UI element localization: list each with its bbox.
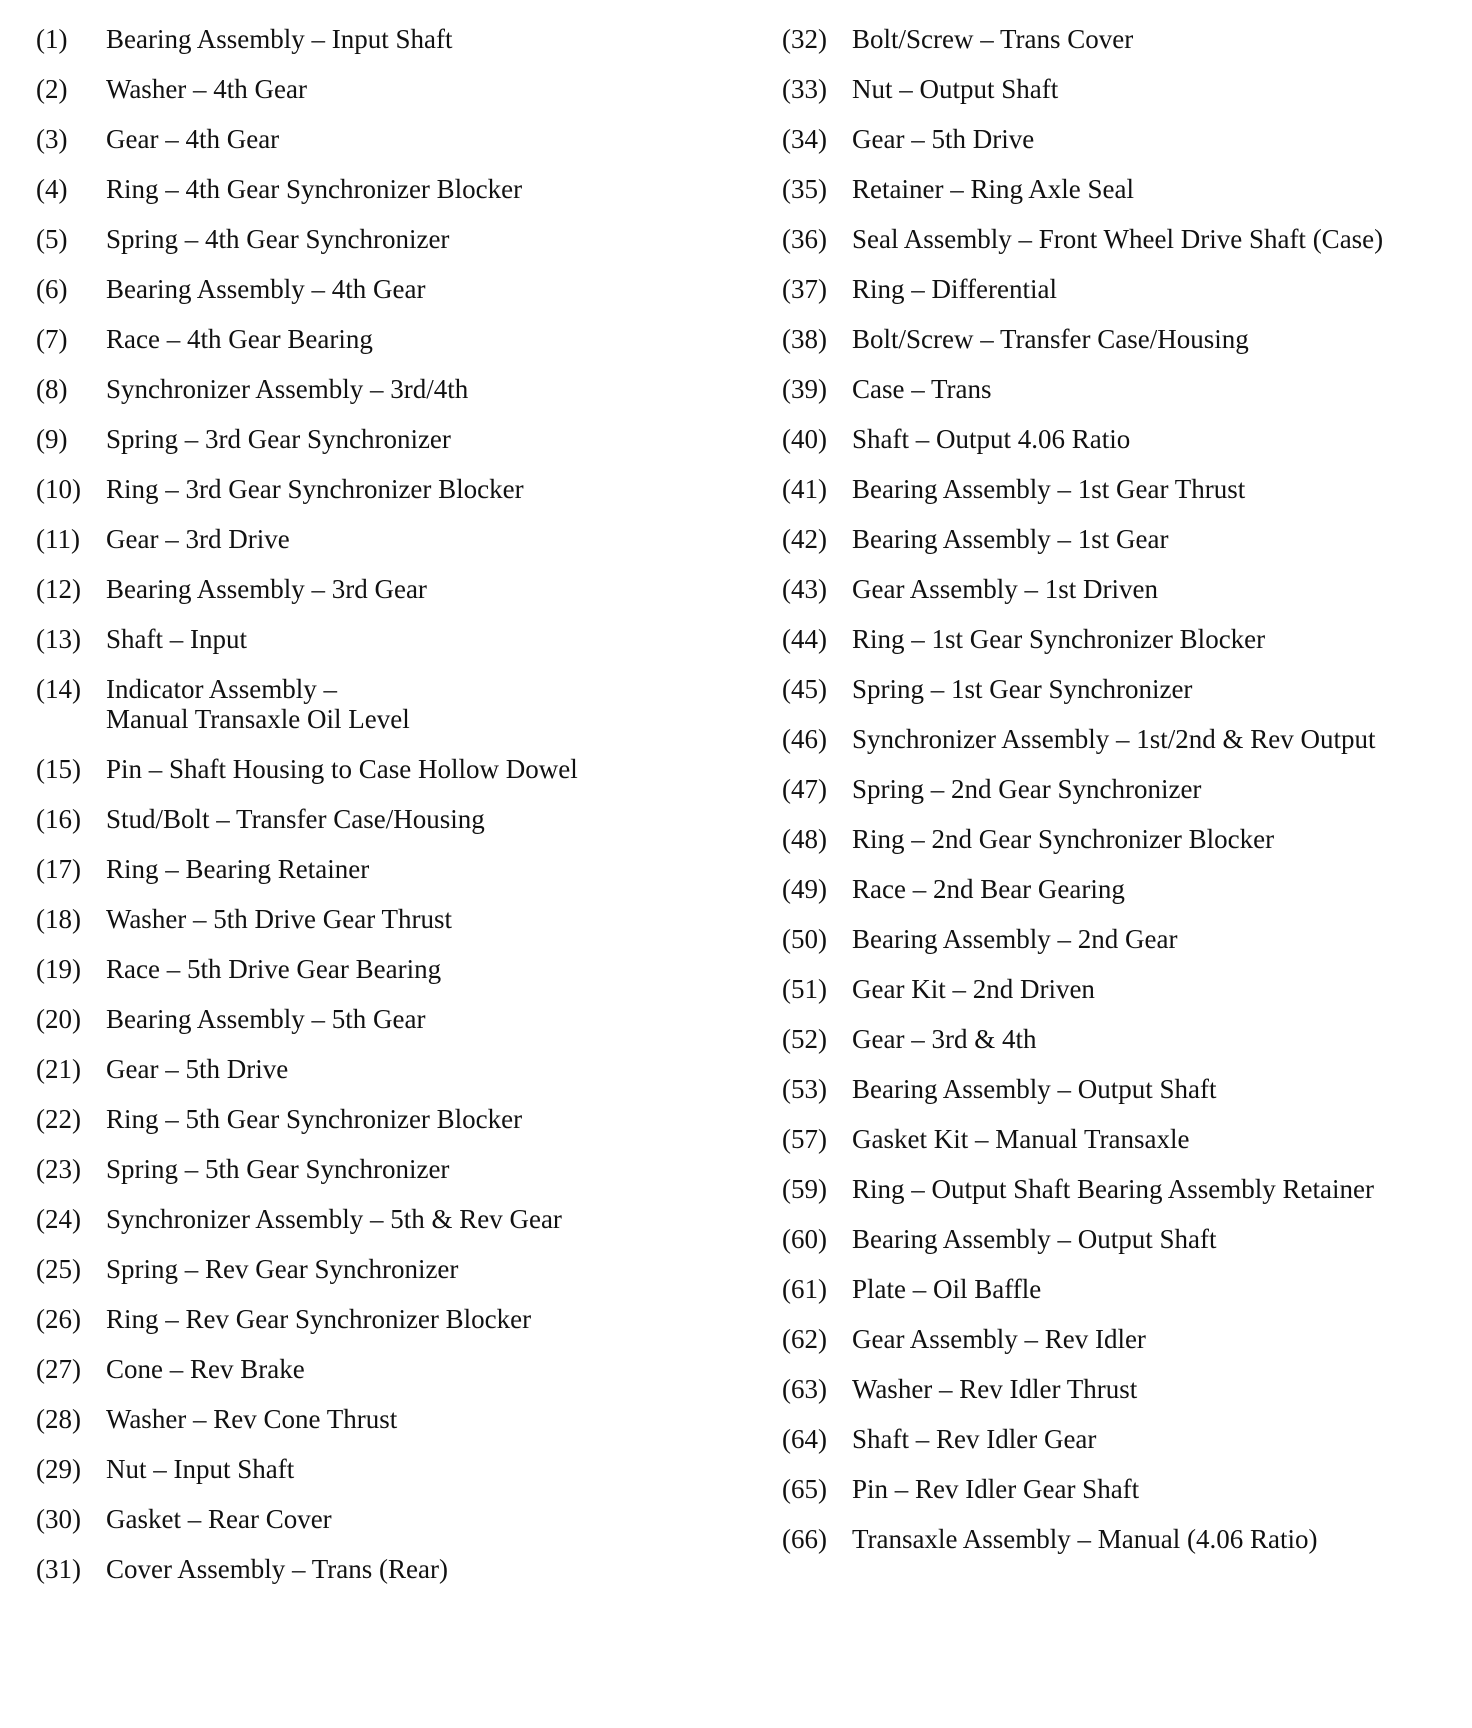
item-description-line: Spring – 3rd Gear Synchronizer — [106, 424, 451, 454]
item-description-line: Spring – Rev Gear Synchronizer — [106, 1254, 459, 1284]
item-description — [106, 1104, 522, 1134]
item-number: (12) — [36, 574, 81, 604]
item-description-line: Washer – Rev Idler Thrust — [852, 1374, 1138, 1404]
item-number: (45) — [782, 674, 827, 704]
item-description-line-2: Manual Transaxle Oil Level — [106, 704, 410, 734]
item-description-line: Shaft – Output 4.06 Ratio — [852, 424, 1131, 454]
parts-list-item — [36, 124, 736, 154]
item-description-line: Ring – 5th Gear Synchronizer Blocker — [106, 1104, 523, 1134]
item-description — [106, 1054, 288, 1084]
item-description — [852, 874, 1125, 904]
parts-list-item — [36, 1104, 736, 1134]
parts-list-item — [36, 954, 736, 984]
parts-list-item — [36, 754, 736, 784]
parts-list-item — [782, 124, 1462, 154]
item-description-line: Pin – Shaft Housing to Case Hollow Dowel — [106, 754, 578, 784]
item-description — [852, 1074, 1216, 1104]
parts-list-item — [782, 574, 1462, 604]
item-number: (50) — [782, 924, 827, 954]
parts-list-item — [36, 74, 736, 104]
item-description — [852, 774, 1201, 804]
item-number: (63) — [782, 1374, 827, 1404]
parts-list-item — [782, 1224, 1462, 1254]
item-description-line: Gasket Kit – Manual Transaxle — [852, 1124, 1190, 1154]
parts-list-item — [36, 524, 736, 554]
parts-list-item — [782, 524, 1462, 554]
parts-list-item — [36, 24, 736, 54]
item-description-line: Bearing Assembly – 3rd Gear — [106, 574, 427, 604]
parts-list-item — [36, 1254, 736, 1284]
parts-list-item — [782, 924, 1462, 954]
item-description-line: Ring – 3rd Gear Synchronizer Blocker — [106, 474, 524, 504]
item-number: (41) — [782, 474, 827, 504]
parts-list-item — [36, 424, 736, 454]
item-description-line: Indicator Assembly – — [106, 674, 337, 704]
item-description-line: Shaft – Rev Idler Gear — [852, 1424, 1097, 1454]
parts-list-item — [782, 324, 1462, 354]
item-description-line: Gear Assembly – Rev Idler — [852, 1324, 1146, 1354]
item-number: (52) — [782, 1024, 827, 1054]
item-description-line: Washer – 4th Gear — [106, 74, 307, 104]
item-description — [852, 1274, 1041, 1304]
parts-list-item — [36, 574, 736, 604]
item-description — [852, 124, 1034, 154]
item-description-line: Ring – 1st Gear Synchronizer Blocker — [852, 624, 1266, 654]
parts-list-item — [782, 824, 1462, 854]
parts-list-item — [36, 224, 736, 254]
item-description-line: Washer – Rev Cone Thrust — [106, 1404, 398, 1434]
item-description — [106, 1504, 332, 1534]
parts-list-item — [782, 274, 1462, 304]
item-description-line: Gear Assembly – 1st Driven — [852, 574, 1158, 604]
item-description-line: Ring – Bearing Retainer — [106, 854, 370, 884]
item-description-line: Transaxle Assembly – Manual (4.06 Ratio) — [852, 1524, 1318, 1554]
parts-list-item — [782, 1124, 1462, 1154]
item-description — [106, 424, 451, 454]
item-number: (40) — [782, 424, 827, 454]
item-description-line: Washer – 5th Drive Gear Thrust — [106, 904, 452, 934]
item-description-line: Gear – 5th Drive — [106, 1054, 289, 1084]
parts-list-item — [782, 874, 1462, 904]
item-description — [106, 324, 373, 354]
item-description — [852, 174, 1134, 204]
item-number: (24) — [36, 1204, 81, 1234]
item-number: (19) — [36, 954, 81, 984]
parts-list-item — [36, 374, 736, 404]
item-number: (46) — [782, 724, 827, 754]
item-description — [852, 574, 1158, 604]
item-number: (66) — [782, 1524, 827, 1554]
item-number: (62) — [782, 1324, 827, 1354]
item-description-line: Bearing Assembly – 1st Gear — [852, 524, 1169, 554]
parts-list-item — [782, 1274, 1462, 1304]
parts-list-item — [36, 1154, 736, 1184]
item-description — [106, 174, 522, 204]
item-description-line: Bearing Assembly – Output Shaft — [852, 1074, 1217, 1104]
item-number: (26) — [36, 1304, 81, 1334]
item-number: (32) — [782, 24, 827, 54]
item-description — [852, 1174, 1374, 1204]
item-description — [106, 274, 425, 304]
item-description-line: Synchronizer Assembly – 3rd/4th — [106, 374, 469, 404]
item-number: (47) — [782, 774, 827, 804]
item-description-line: Bearing Assembly – 1st Gear Thrust — [852, 474, 1246, 504]
item-description — [852, 674, 1192, 704]
item-description — [852, 1224, 1216, 1254]
item-number: (7) — [36, 324, 68, 354]
item-number: (33) — [782, 74, 827, 104]
item-number: (11) — [36, 524, 80, 554]
parts-list-item — [782, 1074, 1462, 1104]
item-description — [106, 954, 441, 984]
item-description-line: Synchronizer Assembly – 5th & Rev Gear — [106, 1204, 562, 1234]
parts-list-item — [36, 274, 736, 304]
item-description-line: Gasket – Rear Cover — [106, 1504, 332, 1534]
item-description-line: Race – 4th Gear Bearing — [106, 324, 373, 354]
item-description — [106, 754, 578, 784]
item-number: (27) — [36, 1354, 81, 1384]
item-number: (60) — [782, 1224, 827, 1254]
item-description — [852, 274, 1057, 304]
item-description — [106, 804, 485, 834]
parts-list-item — [36, 174, 736, 204]
parts-list-item — [782, 1174, 1462, 1204]
parts-list-right-column — [782, 24, 1462, 1574]
item-number: (15) — [36, 754, 81, 784]
item-description-line: Bolt/Screw – Transfer Case/Housing — [852, 324, 1249, 354]
item-description-line: Bearing Assembly – Output Shaft — [852, 1224, 1217, 1254]
item-number: (5) — [36, 224, 68, 254]
parts-list-item — [782, 774, 1462, 804]
item-number: (36) — [782, 224, 827, 254]
item-description — [852, 324, 1249, 354]
item-description — [106, 74, 307, 104]
item-number: (8) — [36, 374, 68, 404]
item-description — [106, 1554, 448, 1584]
item-description — [852, 74, 1058, 104]
item-number: (9) — [36, 424, 68, 454]
item-description — [852, 524, 1168, 554]
item-number: (59) — [782, 1174, 827, 1204]
item-description — [852, 424, 1130, 454]
item-description-line: Cover Assembly – Trans (Rear) — [106, 1554, 448, 1584]
item-description — [852, 1124, 1189, 1154]
item-description — [852, 974, 1095, 1004]
item-number: (16) — [36, 804, 81, 834]
item-description — [106, 124, 279, 154]
item-description-line: Plate – Oil Baffle — [852, 1274, 1042, 1304]
item-description-line: Race – 5th Drive Gear Bearing — [106, 954, 442, 984]
item-description-line: Cone – Rev Brake — [106, 1354, 305, 1384]
item-number: (25) — [36, 1254, 81, 1284]
item-number: (28) — [36, 1404, 81, 1434]
item-description-line: Ring – Output Shaft Bearing Assembly Retainer — [852, 1174, 1374, 1204]
item-description-line: Bearing Assembly – 5th Gear — [106, 1004, 426, 1034]
parts-list-item — [36, 1054, 736, 1084]
parts-list-left-column — [36, 24, 736, 1604]
parts-list-item — [782, 424, 1462, 454]
item-description-line: Bolt/Screw – Trans Cover — [852, 24, 1134, 54]
item-description-line: Nut – Input Shaft — [106, 1454, 295, 1484]
item-description — [852, 1324, 1146, 1354]
parts-list-item — [36, 1454, 736, 1484]
item-description — [106, 24, 452, 54]
parts-list-item — [36, 474, 736, 504]
item-description-line: Ring – 2nd Gear Synchronizer Blocker — [852, 824, 1275, 854]
item-description — [852, 24, 1133, 54]
parts-list-item — [782, 174, 1462, 204]
item-description — [106, 224, 449, 254]
item-description — [852, 1374, 1137, 1404]
item-number: (21) — [36, 1054, 81, 1084]
item-number: (22) — [36, 1104, 81, 1134]
item-number: (61) — [782, 1274, 827, 1304]
parts-list-item — [782, 1524, 1462, 1554]
item-number: (13) — [36, 624, 81, 654]
item-description-line: Nut – Output Shaft — [852, 74, 1059, 104]
item-description-line: Spring – 2nd Gear Synchronizer — [852, 774, 1202, 804]
parts-list-item — [36, 324, 736, 354]
parts-list-item — [782, 1374, 1462, 1404]
item-description — [106, 1454, 294, 1484]
item-description — [106, 1204, 562, 1234]
item-description — [852, 824, 1274, 854]
item-description-line: Gear – 3rd & 4th — [852, 1024, 1037, 1054]
parts-list-item — [36, 904, 736, 934]
item-description — [106, 674, 410, 734]
item-number: (44) — [782, 624, 827, 654]
item-number: (43) — [782, 574, 827, 604]
item-number: (3) — [36, 124, 68, 154]
item-description-line: Synchronizer Assembly – 1st/2nd & Rev Output — [852, 724, 1376, 754]
parts-list-item — [36, 1354, 736, 1384]
parts-list-item — [782, 1324, 1462, 1354]
parts-list-item — [782, 474, 1462, 504]
item-number: (29) — [36, 1454, 81, 1484]
parts-list-item — [36, 1304, 736, 1334]
item-description-line: Stud/Bolt – Transfer Case/Housing — [106, 804, 485, 834]
item-number: (18) — [36, 904, 81, 934]
parts-list-item — [782, 224, 1462, 254]
item-number: (35) — [782, 174, 827, 204]
item-description — [106, 524, 290, 554]
item-description-line: Ring – Differential — [852, 274, 1057, 304]
item-description — [106, 474, 524, 504]
parts-list-item — [782, 1024, 1462, 1054]
item-description-line: Retainer – Ring Axle Seal — [852, 174, 1134, 204]
item-number: (14) — [36, 674, 81, 704]
item-description — [852, 924, 1177, 954]
item-description — [106, 624, 247, 654]
item-number: (53) — [782, 1074, 827, 1104]
parts-list-item — [782, 1424, 1462, 1454]
item-description-line: Gear – 5th Drive — [852, 124, 1035, 154]
item-number: (65) — [782, 1474, 827, 1504]
item-description-line: Ring – 4th Gear Synchronizer Blocker — [106, 174, 523, 204]
item-description-line: Shaft – Input — [106, 624, 247, 654]
item-number: (57) — [782, 1124, 827, 1154]
parts-list-item — [36, 674, 736, 734]
item-description-line: Pin – Rev Idler Gear Shaft — [852, 1474, 1140, 1504]
parts-list-item — [36, 1554, 736, 1584]
item-number: (39) — [782, 374, 827, 404]
item-description — [106, 904, 452, 934]
item-description — [106, 1304, 531, 1334]
parts-list-item — [36, 854, 736, 884]
item-number: (64) — [782, 1424, 827, 1454]
item-description — [852, 1024, 1036, 1054]
item-description — [852, 1424, 1096, 1454]
item-number: (34) — [782, 124, 827, 154]
item-number: (2) — [36, 74, 68, 104]
item-number: (4) — [36, 174, 68, 204]
item-description — [106, 374, 468, 404]
parts-list-item — [782, 24, 1462, 54]
item-number: (49) — [782, 874, 827, 904]
item-description-line: Spring – 4th Gear Synchronizer — [106, 224, 450, 254]
item-description — [852, 1524, 1317, 1554]
item-description — [106, 1404, 397, 1434]
item-description-line: Spring – 5th Gear Synchronizer — [106, 1154, 450, 1184]
parts-list-item — [782, 374, 1462, 404]
item-number: (6) — [36, 274, 68, 304]
item-description — [106, 854, 369, 884]
item-description-line: Gear – 3rd Drive — [106, 524, 290, 554]
item-number: (31) — [36, 1554, 81, 1584]
item-number: (42) — [782, 524, 827, 554]
parts-list-item — [782, 624, 1462, 654]
item-description-line: Gear Kit – 2nd Driven — [852, 974, 1095, 1004]
parts-list-item — [36, 624, 736, 654]
parts-list-item — [36, 1504, 736, 1534]
item-description-line: Bearing Assembly – 2nd Gear — [852, 924, 1178, 954]
parts-list-item — [782, 1474, 1462, 1504]
item-number: (48) — [782, 824, 827, 854]
item-description — [106, 1004, 425, 1034]
item-number: (23) — [36, 1154, 81, 1184]
item-description-line: Spring – 1st Gear Synchronizer — [852, 674, 1193, 704]
item-description-line: Bearing Assembly – 4th Gear — [106, 274, 426, 304]
item-description — [106, 574, 427, 604]
parts-list-item — [36, 804, 736, 834]
item-description — [852, 374, 992, 404]
item-number: (20) — [36, 1004, 81, 1034]
item-number: (1) — [36, 24, 68, 54]
item-number: (38) — [782, 324, 827, 354]
item-description-line: Case – Trans — [852, 374, 992, 404]
item-number: (17) — [36, 854, 81, 884]
parts-list-item — [782, 674, 1462, 704]
item-number: (51) — [782, 974, 827, 1004]
parts-list-item — [36, 1004, 736, 1034]
parts-list-item — [782, 74, 1462, 104]
item-description-line: Bearing Assembly – Input Shaft — [106, 24, 453, 54]
item-number: (37) — [782, 274, 827, 304]
item-number: (30) — [36, 1504, 81, 1534]
item-description — [852, 724, 1375, 754]
item-description — [106, 1154, 449, 1184]
item-description — [852, 624, 1265, 654]
parts-list-item — [36, 1404, 736, 1434]
item-description — [106, 1254, 458, 1284]
item-description-line: Race – 2nd Bear Gearing — [852, 874, 1125, 904]
parts-list-item — [782, 974, 1462, 1004]
item-description — [852, 224, 1383, 254]
item-description — [852, 1474, 1139, 1504]
item-description-line: Seal Assembly – Front Wheel Drive Shaft (Case) — [852, 224, 1384, 254]
item-description-line: Ring – Rev Gear Synchronizer Blocker — [106, 1304, 532, 1334]
parts-list-item — [36, 1204, 736, 1234]
item-description-line: Gear – 4th Gear — [106, 124, 280, 154]
parts-list-item — [782, 724, 1462, 754]
item-description — [106, 1354, 305, 1384]
item-number: (10) — [36, 474, 81, 504]
item-description — [852, 474, 1245, 504]
